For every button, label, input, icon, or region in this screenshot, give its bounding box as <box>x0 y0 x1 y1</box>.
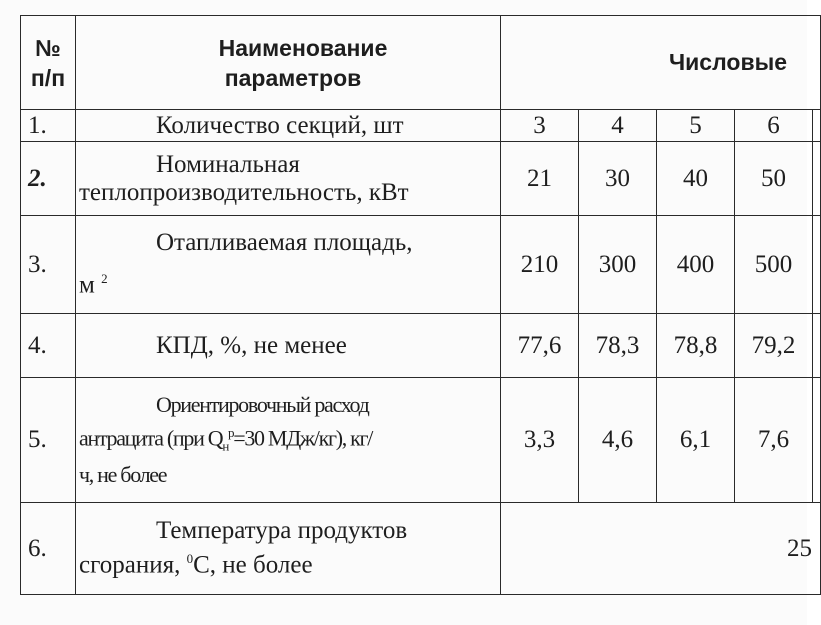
merged-value-cell <box>501 503 821 595</box>
row-number: 4. <box>21 314 76 378</box>
row-name-word: продуктов <box>297 517 408 545</box>
row-number: 1. <box>21 110 76 142</box>
table-row <box>21 142 821 216</box>
table-row <box>21 503 821 595</box>
row-name-text: сгорания, <box>79 551 187 579</box>
row-name-text: КПД, %, не менее <box>156 331 347 359</box>
header-number-cell <box>21 16 76 110</box>
cell-value: 3,3 <box>501 378 579 503</box>
row-name-line1 <box>76 517 500 545</box>
header-number-sub: п/п <box>30 64 66 91</box>
row-name-word: Отапливаемая <box>156 229 308 257</box>
row-name <box>76 378 501 503</box>
cell-value: 21 <box>501 142 579 216</box>
cell-value: 400 <box>657 216 735 314</box>
table-row <box>21 216 821 314</box>
row-name-line1 <box>76 391 500 419</box>
cell-cutoff <box>813 142 821 216</box>
q-superscript: р <box>228 425 234 441</box>
row-name-text: Количество секций, шт <box>156 111 404 139</box>
cell-value: 300 <box>579 216 657 314</box>
cell-value: 77,6 <box>501 314 579 378</box>
row-number: 2. <box>21 142 76 216</box>
cell-value: 50 <box>735 142 813 216</box>
cell-value: 30 <box>579 142 657 216</box>
row-name <box>76 314 501 378</box>
cell-value: 4,6 <box>579 378 657 503</box>
row-name-line2 <box>76 419 500 461</box>
cell-value: 7,6 <box>735 378 813 503</box>
cell-cutoff <box>813 216 821 314</box>
cell-value: 78,8 <box>657 314 735 378</box>
q-subscript: н <box>222 438 229 454</box>
row-name <box>76 142 501 216</box>
row-name-word: Температура <box>156 517 292 545</box>
row-number: 6. <box>21 503 76 595</box>
cell-value: 210 <box>501 216 579 314</box>
header-values-cell <box>501 16 821 110</box>
cell-cutoff <box>813 314 821 378</box>
header-row <box>21 16 821 110</box>
row-name-line2 <box>76 265 500 299</box>
row-name-word: расход <box>314 392 369 418</box>
row-name-word: Ориентировочный <box>156 392 311 418</box>
row-name <box>76 110 501 142</box>
cell-value: 6,1 <box>657 378 735 503</box>
header-name-line1: Наименование <box>218 34 388 61</box>
cell-value: 6 <box>735 110 813 142</box>
cell-value: 4 <box>579 110 657 142</box>
row-name-line1: Номинальная <box>156 150 300 178</box>
row-name-line1 <box>76 229 500 257</box>
row-name-line2: теплопроизводительность, кВт <box>79 178 409 206</box>
cell-value: 78,3 <box>579 314 657 378</box>
row-name-word: площадь, <box>313 229 413 257</box>
header-number: № <box>35 34 61 61</box>
table-row <box>21 378 821 503</box>
degree-superscript: 0 <box>186 551 194 567</box>
row-name-text: антрацита (при Q <box>79 425 223 451</box>
row-number: 3. <box>21 216 76 314</box>
cell-cutoff <box>813 110 821 142</box>
cell-value: 500 <box>735 216 813 314</box>
cell-value: 40 <box>657 142 735 216</box>
row-name <box>76 503 501 595</box>
row-name-line2 <box>76 545 500 579</box>
header-values: Числовые <box>669 49 788 75</box>
header-name-cell <box>76 16 501 110</box>
row-name-line3: ч, не более <box>79 461 167 487</box>
row-name-text: =30 МДж/кг), кг/ <box>233 425 373 451</box>
row-name <box>76 216 501 314</box>
header-name-line2: параметров <box>224 64 362 91</box>
cell-value: 79,2 <box>735 314 813 378</box>
cell-value: 3 <box>501 110 579 142</box>
unit-text: м <box>79 271 95 299</box>
table-row <box>21 314 821 378</box>
row-name-text: С, не более <box>193 551 313 579</box>
unit-superscript: 2 <box>101 271 108 287</box>
table-row <box>21 110 821 142</box>
cell-cutoff <box>813 378 821 503</box>
row-number: 5. <box>21 378 76 503</box>
parameters-table <box>20 15 821 595</box>
merged-value: 25 <box>787 534 812 562</box>
cell-value: 5 <box>657 110 735 142</box>
